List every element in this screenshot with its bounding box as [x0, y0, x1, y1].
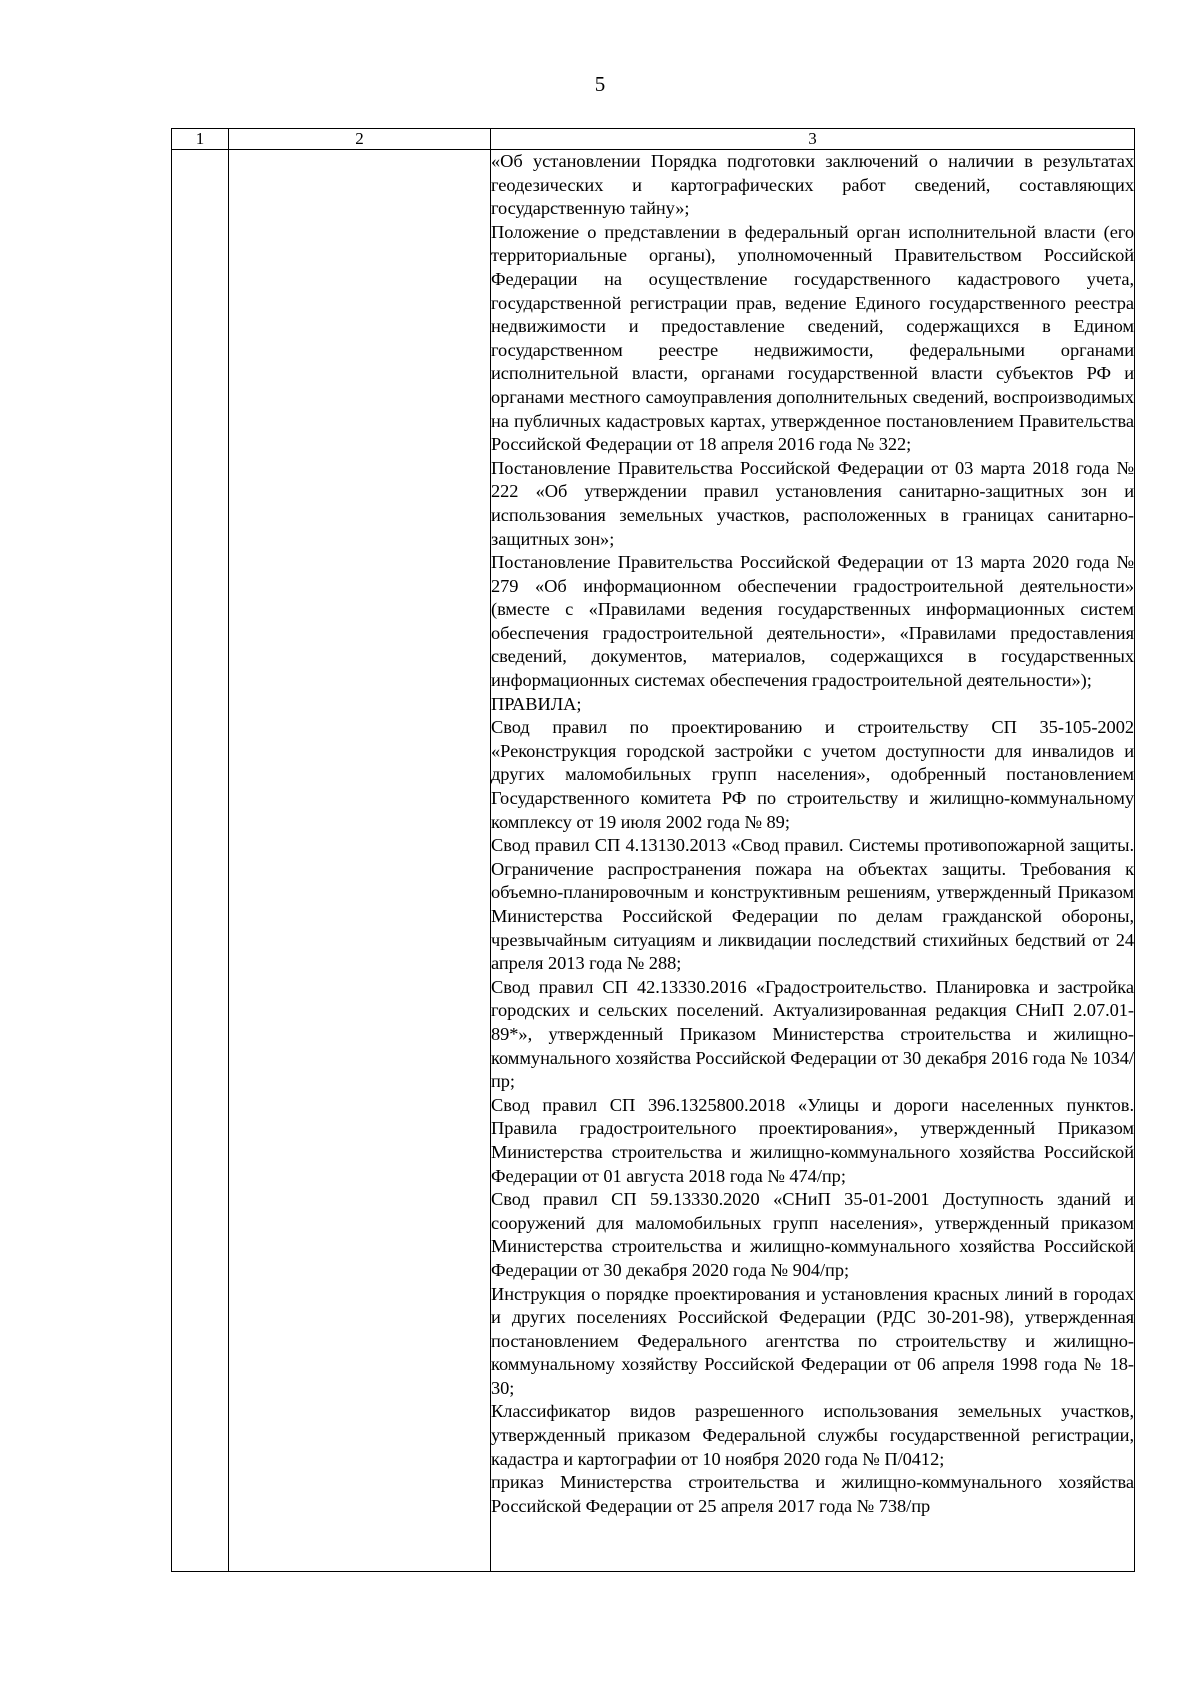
- paragraph: Свод правил СП 42.13330.2016 «Градостроительство. Планировка и застройка городских и сельских поселений. Актуализированная редакция СНиП 2.07.01-89*», утвержденный Приказом Министерства строительства и жилищно-коммунального хозяйства Российской Федерации от 30 декабря 2016 года № 1034/пр;: [491, 976, 1134, 1092]
- paragraph: Свод правил СП 59.13330.2020 «СНиП 35-01-2001 Доступность зданий и сооружений для маломобильных групп населения», утвержденный приказом Министерства строительства и жилищно-коммунального хозяйства Российской Федерации от 30 декабря 2020 года № 904/пр;: [491, 1189, 1134, 1280]
- document-table: [171, 128, 1135, 1572]
- cell-column-1: [172, 150, 229, 1572]
- column-header-3: 3: [491, 129, 1135, 150]
- cell-column-3: [491, 150, 1135, 1572]
- column-header-2: 2: [229, 129, 491, 150]
- paragraph: Свод правил СП 396.1325800.2018 «Улицы и дороги населенных пунктов. Правила градостроительного проектирования», утвержденный Приказом Министерства строительства и жилищно-коммунального хозяйства Российской Федерации от 01 августа 2018 года № 474/пр;: [491, 1094, 1134, 1186]
- paragraph: Инструкция о порядке проектирования и установления красных линий в городах и других поселениях Российской Федерации (РДС 30-201-98), утвержденная постановлением Федерального агентства по строительству и жилищно-коммунальному хозяйству Российской Федерации от 06 апреля 1998 года № 18-30;: [491, 1283, 1134, 1398]
- table-row: [172, 150, 1135, 1572]
- paragraph: Постановление Правительства Российской Федерации от 13 марта 2020 года № 279 «Об информационном обеспечении градостроительной деятельности» (вместе с «Правилами ведения государственных информационных систем обеспечения градостроительной деятельности», «Правилами предоставления сведений, документов, материалов, содержащихся в государственных информационных системах обеспечения градостроительной деятельности»);: [491, 552, 1134, 691]
- paragraph: Свод правил по проектированию и строительству СП 35-105-2002 «Реконструкция городской застройки с учетом доступности для инвалидов и других маломобильных групп населения», одобренный постановлением Государственного комитета РФ по строительству и жилищно-коммунальному комплексу от 19 июля 2002 года № 89;: [491, 717, 1134, 832]
- cell-column-2: [229, 150, 491, 1572]
- column-header-1: 1: [172, 129, 229, 150]
- paragraph: приказ Министерства строительства и жилищно-коммунального хозяйства Российской Федерации от 25 апреля 2017 года № 738/пр: [491, 1472, 1134, 1516]
- paragraph: Положение о представлении в федеральный орган исполнительной власти (его территориальные органы), уполномоченный Правительством Российской Федерации на осуществление государственного кадастрового учета, государственной регистрации прав, ведение Единого государственного реестра недвижимости и предоставление сведений, содержащихся в Едином государственном реестре недвижимости, федеральными органами исполнительной власти, органами государственной власти субъектов РФ и органами местного самоуправления дополнительных сведений, воспроизводимых на публичных кадастровых картах, утвержденное постановлением Правительства Российской Федерации от 18 апреля 2016 года № 322;: [491, 221, 1134, 455]
- paragraph: Свод правил СП 4.13130.2013 «Свод правил. Системы противопожарной защиты. Ограничение распространения пожара на объектах защиты. Требования к объемно-планировочным и конструктивным решениям, утвержденный Приказом Министерства Российской Федерации по делам гражданской обороны, чрезвычайным ситуациям и ликвидации последствий стихийных бедствий от 24 апреля 2013 года № 288;: [491, 835, 1134, 974]
- header-row: [172, 129, 1135, 150]
- paragraph: ПРАВИЛА;: [491, 693, 582, 714]
- paragraph: Постановление Правительства Российской Федерации от 03 марта 2018 года № 222 «Об утверждении правил установления санитарно-защитных зон и использования земельных участков, расположенных в границах санитарно-защитных зон»;: [491, 457, 1134, 549]
- paragraph: «Об установлении Порядка подготовки заключений о наличии в результатах геодезических и картографических работ сведений, составляющих государственную тайну»;: [491, 151, 1134, 219]
- page-number: 5: [594, 72, 606, 96]
- paragraph: Классификатор видов разрешенного использования земельных участков, утвержденный приказом Федеральной службы государственной регистрации, кадастра и картографии от 10 ноября 2020 года № П/0412;: [491, 1401, 1134, 1469]
